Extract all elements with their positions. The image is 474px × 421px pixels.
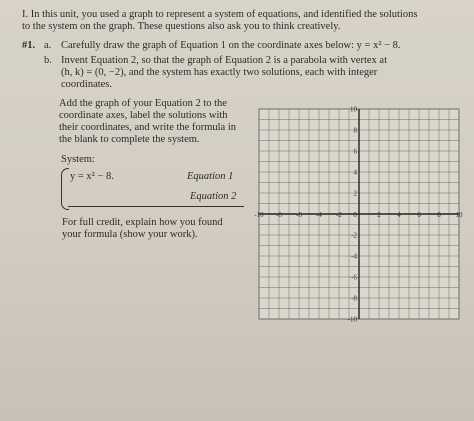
system-label: System: [61,154,95,165]
x-tick-label: -6 [296,211,302,219]
credit-line-2: your formula (show your work). [62,229,198,240]
part-a-letter: a. [44,40,52,51]
x-tick-label: 6 [417,211,421,219]
question-number: #1. [22,40,36,51]
intro-line-1: I. In this unit, you used a graph to represent a system of equations, and identified the solutions [22,9,418,20]
x-tick-label: -4 [316,211,322,219]
instruction-line-3: their coordinates, and write the formula in [59,122,236,133]
y-tick-label: 4 [353,168,357,177]
x-tick-label: -8 [276,211,282,219]
instruction-line-4: the blank to complete the system. [59,134,200,145]
y-tick-label: -6 [351,273,357,282]
system-brace [61,168,69,210]
origin-label: 0 [353,211,357,219]
part-b-letter: b. [44,55,52,66]
coordinate-grid[interactable] [256,106,462,322]
instruction-line-2: coordinate axes, label the solutions with [59,110,228,121]
intro-line-2: to the system on the graph. These questions also ask you to think creatively. [22,21,341,32]
equation-1-formula: y = x² − 8. [70,171,114,182]
x-tick-label: 10 [455,211,463,219]
x-tick-label: 4 [397,211,401,219]
x-tick-label: -2 [336,211,342,219]
equation-2-blank[interactable] [68,206,244,207]
credit-line-1: For full credit, explain how you found [62,217,223,228]
x-tick-label: -10 [254,211,264,219]
part-a-text: Carefully draw the graph of Equation 1 on the coordinate axes below: y = x² − 8. [61,40,401,51]
y-tick-label: -4 [351,252,357,261]
x-tick-label: 2 [377,211,381,219]
part-b-line-1: Invent Equation 2, so that the graph of Equation 2 is a parabola with vertex at [61,55,387,66]
part-b-line-3: coordinates. [61,79,113,90]
equation-2-label: Equation 2 [190,191,237,202]
y-tick-label: -8 [351,294,357,303]
instruction-line-1: Add the graph of your Equation 2 to the [59,98,227,109]
y-tick-label: 8 [353,126,357,135]
part-b-line-2: (h, k) = (0, −2), and the system has exactly two solutions, each with integer [61,67,378,78]
y-tick-label: -2 [351,231,357,240]
x-tick-label: 8 [437,211,441,219]
y-tick-label: 2 [353,189,357,198]
y-tick-label: -10 [347,315,357,324]
y-tick-label: 6 [353,147,357,156]
y-tick-label: 10 [350,105,357,114]
equation-1-label: Equation 1 [187,171,234,182]
